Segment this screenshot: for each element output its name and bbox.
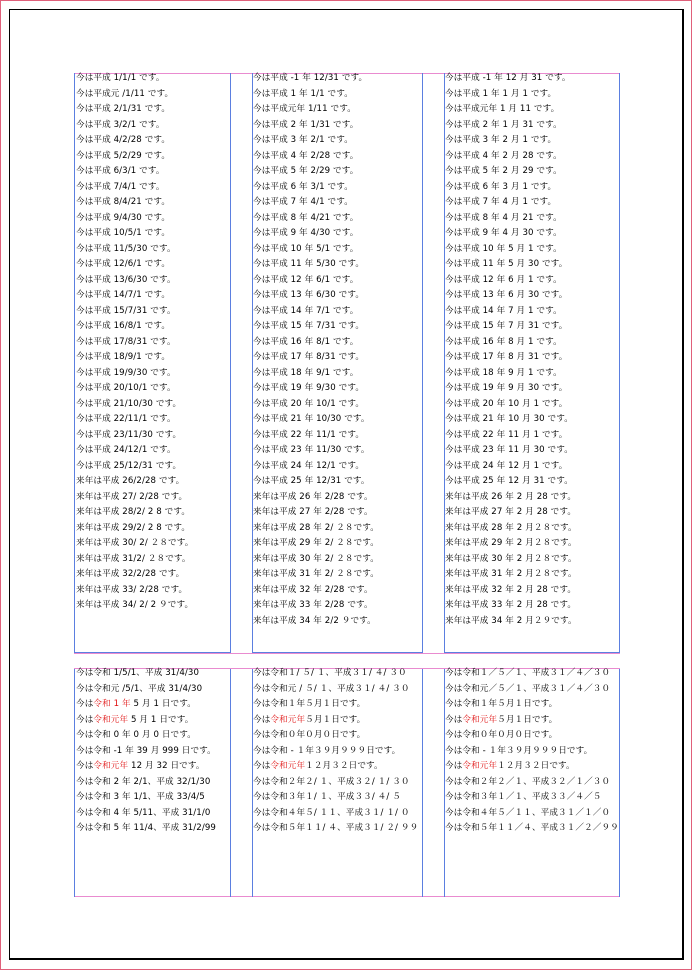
text-line: 今は平成 17 年 8/31 です。 [253,352,365,362]
text-line: 今は平成 4 年 2/28 です。 [253,150,359,161]
text-line: 今は平成 13/6/30 です。 [76,274,176,285]
text-line: 今は平成 3 年 2/1 です。 [253,135,353,145]
text-line [76,821,216,837]
text-line: 来年は平成 28 年 2 月２８です。 [445,522,577,533]
line-list [445,71,577,629]
text-line: 今は平成 17 年 8 月 31 です。 [445,352,568,362]
line-text: 今は令和 1/5/1、平成 31/4/30 [76,668,200,678]
line-text: 5 月 1 日です。 [128,714,194,725]
line-text: 今は令和２年２／１、平成３２／１／３０ [445,776,611,787]
text-line: 今は平成 18/9/1 です。 [76,352,171,362]
text-line: 今は平成 19/9/30 です。 [76,367,176,378]
highlight-text: 令和元年 [462,714,498,725]
text-line: 今は平成 9 年 4 月 30 です。 [445,228,562,238]
text-line: 今は平成 15 年 7/31 です。 [253,321,365,331]
line-text: 今は令和１／５／１、平成３１／４／３０ [445,668,611,678]
text-line [445,759,619,775]
line-text: 今は令和１年５月１日です。 [253,699,366,709]
text-line: 今は平成 19 年 9/30 です。 [253,383,365,393]
text-line [76,790,216,806]
text-line: 来年は平成 33/ 2/28 です。 [76,584,188,595]
text-line [445,728,619,744]
text-line: 今は平成 23 年 11 月 30 です。 [445,445,573,455]
text-line [253,821,418,837]
text-column-bottom-3 [444,669,620,897]
text-line [76,728,216,744]
text-line: 今は平成 8 年 4 月 21 です。 [445,212,562,223]
text-line: 今は平成 9 年 4/30 です。 [253,228,359,238]
text-line: 今は平成 25 年 12 月 31 です。 [445,476,573,486]
text-line: 今は平成 16/8/1 です。 [76,321,171,331]
line-text: 今は令和４年５／１１、平成３１／１／０ [445,807,611,818]
text-line: 今は平成 21 年 10 月 30 です。 [445,414,573,424]
text-line: 今は平成 6 年 3/1 です。 [253,181,353,192]
text-line: 今は平成 7 年 4 月 1 です。 [445,197,557,207]
text-line: 今は平成 6/3/1 です。 [76,166,165,176]
text-line [445,775,619,791]
text-line: 今は平成 20 年 10 月 1 です。 [445,398,568,409]
text-line: 今は平成 13 年 6/30 です。 [253,290,365,300]
text-line: 来年は平成 26 年 2 月 28 です。 [445,491,577,502]
text-line: 今は平成 -1 年 12/31 です。 [253,73,368,83]
text-line: 来年は平成 29/2/ 2 8 です。 [76,522,191,533]
highlight-text: 令和元年 [93,761,129,771]
text-line: 今は平成 14/7/1 です。 [76,290,171,300]
text-line: 今は平成元年 1 月 11 です。 [445,104,560,114]
text-line: 今は平成 23/11/30 です。 [76,429,182,440]
text-line: 今は平成 5 年 2/29 です。 [253,166,359,176]
text-line: 来年は平成 34/ 2/ 2 ９です。 [76,600,194,610]
text-line: 今は平成 7/4/1 です。 [76,181,165,192]
line-text: 今は令和３年１／１、平成３３／４／５ [445,792,602,802]
text-line: 今は平成 5 年 2 月 29 です。 [445,166,562,176]
text-line: 今は平成 8/4/21 です。 [76,197,171,207]
text-line: 今は平成 22/11/1 です。 [76,414,176,424]
text-line [76,759,216,775]
text-line: 今は平成 2 年 1 月 31 です。 [445,119,562,130]
text-line: 今は平成 21 年 10/30 です。 [253,414,370,424]
text-line: 今は平成 12/6/1 です。 [76,259,171,269]
text-line: 今は平成 15 年 7 月 31 です。 [445,321,568,331]
text-line: 来年は平成 27 年 2/28 です。 [253,507,373,517]
text-column-bottom-2 [252,669,423,897]
line-list [76,666,216,837]
line-text: 今は令和元／５／１、平成３１／４／３０ [445,683,611,694]
text-line: 来年は平成 32 年 2/28 です。 [253,584,373,595]
text-line: 来年は平成 31/2/ ２８です。 [76,553,191,564]
text-line: 今は平成 21/10/30 です。 [76,398,182,409]
text-line: 今は平成 2 年 1/31 です。 [253,119,359,130]
text-line [445,713,619,729]
line-text: 今は [253,714,271,725]
line-list [253,666,418,837]
text-line: 今は平成 15/7/31 です。 [76,305,176,316]
text-line: 来年は平成 34 年 2 月２９です。 [445,615,577,626]
text-line: 今は平成 -1 年 12 月 31 です。 [445,73,571,83]
line-text: 今は令和 5 年 11/4、平成 31/2/99 [76,823,216,833]
text-line [445,806,619,822]
text-line: 今は平成元 /1/11 です。 [76,88,174,99]
text-line: 来年は平成 29 年 2 月２８です。 [445,538,577,548]
text-line [445,666,619,682]
line-text: 今は令和 3 年 1/1、平成 33/4/5 [76,792,205,802]
text-line: 今は平成 12 年 6 月 1 です。 [445,274,562,285]
highlight-text: 令和元年 [93,714,129,725]
text-line [445,821,619,837]
highlight-text: 令和元年 [462,761,498,771]
line-text: 今は [76,699,94,709]
text-column-top-3 [444,73,620,653]
text-line [445,744,619,760]
text-line: 今は平成 13 年 6 月 30 です。 [445,290,568,300]
text-line [253,775,418,791]
text-line: 来年は平成 30/ 2/ ２８です。 [76,538,194,548]
line-text: 今は令和 - １年３９月９９９日です。 [253,745,401,756]
text-line [76,713,216,729]
line-text: 今は令和１年５月１日です。 [445,699,558,709]
text-line: 今は平成 10 年 5/1 です。 [253,243,359,254]
text-line [253,682,418,698]
text-line: 今は平成 23 年 11/30 です。 [253,445,370,455]
line-text: 今は令和 4 年 5/11、平成 31/1/0 [76,807,211,818]
text-line [253,744,418,760]
text-line: 来年は平成 28 年 2/ ２８です。 [253,522,379,533]
text-line: 来年は平成 34 年 2/2 ９です。 [253,615,376,626]
highlight-text: 令和元年 [270,714,306,725]
text-line [76,775,216,791]
text-line: 今は平成 11 年 5/30 です。 [253,259,365,269]
text-line [253,713,418,729]
line-text: 今は令和４年５/ １１、平成３１/ １/ ０ [253,807,410,818]
text-line: 今は平成 18 年 9 月 1 です。 [445,367,562,378]
text-line: 今は平成 2/1/31 です。 [76,104,171,114]
text-line: 今は平成 1/1/1 です。 [76,73,165,83]
line-text: 今は令和 - １年３９月９９９日です。 [445,745,593,756]
text-line: 今は平成 25 年 12/31 です。 [253,476,370,486]
text-line: 来年は平成 26 年 2/28 です。 [253,491,373,502]
text-line: 今は平成 4/2/28 です。 [76,135,171,145]
text-line [445,682,619,698]
text-line [253,666,418,682]
text-line: 今は平成 22 年 11/1 です。 [253,429,365,440]
text-column-bottom-1 [74,669,231,897]
text-line: 来年は平成 32 年 2 月 28 です。 [445,584,577,595]
text-line: 来年は平成 29 年 2/ ２８です。 [253,538,379,548]
line-text: 今は令和元 /5/1、平成 31/4/30 [76,683,203,694]
text-column-top-2 [252,73,423,653]
line-text: 今は令和２年２/ １、平成３２/ １/ ３０ [253,776,410,787]
text-line: 今は平成 20/10/1 です。 [76,383,176,393]
line-text: 5 月 1 日です。 [130,699,196,709]
text-line: 来年は平成 26/2/28 です。 [76,476,185,486]
text-line: 今は平成 22 年 11 月 1 です。 [445,429,568,440]
line-text: 今は令和 -1 年 39 月 999 日です。 [76,745,216,756]
text-line: 今は平成 17/8/31 です。 [76,336,176,347]
text-line: 今は平成 14 年 7/1 です。 [253,305,359,316]
line-text: 今は [445,714,463,725]
line-text: 今は [76,761,94,771]
text-line: 来年は平成 32/2/28 です。 [76,569,185,579]
text-line [76,697,216,713]
text-line [76,806,216,822]
text-line: 今は平成 3 年 2 月 1 です。 [445,135,557,145]
text-line: 今は平成 4 年 2 月 28 です。 [445,150,562,161]
text-line [76,744,216,760]
text-line [76,682,216,698]
line-text: １２月３２日です。 [305,761,383,771]
text-line [253,759,418,775]
highlight-text: 令和 1 年 [93,699,131,709]
text-line: 今は平成 24 年 12 月 1 です。 [445,460,568,471]
text-line [253,790,418,806]
text-line: 今は平成 25/12/31 です。 [76,460,182,471]
text-line: 今は平成 24/12/1 です。 [76,445,176,455]
text-line: 来年は平成 28/2/ 2 8 です。 [76,507,191,517]
text-line: 来年は平成 30 年 2/ ２８です。 [253,553,379,564]
text-line: 今は平成 24 年 12/1 です。 [253,460,365,471]
text-line [253,697,418,713]
text-line: 来年は平成 33 年 2 月 28 です。 [445,600,577,610]
text-line: 今は平成 10 年 5 月 1 です。 [445,243,562,254]
text-line: 今は平成 9/4/30 です。 [76,212,171,223]
text-line: 今は平成 8 年 4/21 です。 [253,212,359,223]
line-list [76,71,193,614]
line-text: 12 月 32 日です。 [128,761,205,771]
text-line: 今は平成 7 年 4/1 です。 [253,197,353,207]
text-line: 来年は平成 31 年 2 月２８です。 [445,569,577,579]
text-line: 今は平成 1 年 1/1 です。 [253,88,353,99]
text-line [76,666,216,682]
text-line: 今は平成 11/5/30 です。 [76,243,176,254]
line-text: 今は令和 0 年 0 月 0 日です。 [76,730,196,740]
text-line: 今は平成 16 年 8 月 1 です。 [445,336,562,347]
text-line: 今は平成 16 年 8/1 です。 [253,336,359,347]
line-text: 今は [76,714,94,725]
text-line: 今は平成 11 年 5 月 30 です。 [445,259,568,269]
line-text: 今は [445,761,463,771]
text-line [253,728,418,744]
line-text: 今は令和元 / ５/ １、平成３１/ ４/ ３０ [253,683,410,694]
text-line: 今は平成 6 年 3 月 1 です。 [445,181,557,192]
line-text: 今は令和３年１/ １、平成３３/ ４/ ５ [253,792,401,802]
text-line: 来年は平成 27 年 2 月 28 です。 [445,507,577,517]
line-text: 今は令和０年０月０日です。 [253,730,366,740]
line-text: 今は令和 2 年 2/1、平成 32/1/30 [76,776,211,787]
text-line: 今は平成 3/2/1 です。 [76,119,165,130]
text-line: 来年は平成 30 年 2 月２８です。 [445,553,577,564]
text-line: 今は平成 5/2/29 です。 [76,150,171,161]
text-line: 今は平成 14 年 7 月 1 です。 [445,305,562,316]
text-line [445,697,619,713]
text-line: 今は平成 12 年 6/1 です。 [253,274,359,285]
text-line: 来年は平成 27/ 2/28 です。 [76,491,188,502]
text-line [253,806,418,822]
line-text: 今は令和５年１１/ ４、平成３１/ ２/ ９９ [253,823,419,833]
line-text: １２月３２日です。 [497,761,575,771]
line-text: ５月１日です。 [497,714,558,725]
text-line: 今は平成 20 年 10/1 です。 [253,398,365,409]
text-line: 来年は平成 33 年 2/28 です。 [253,600,373,610]
line-text: 今は令和５年１１／４、平成３１／２／９９ [445,823,619,833]
line-text: 今は令和０年０月０日です。 [445,730,558,740]
line-text: 今は [253,761,271,771]
text-line: 今は平成 18 年 9/1 です。 [253,367,359,378]
text-line [445,790,619,806]
text-line: 今は平成 19 年 9 月 30 です。 [445,383,568,393]
line-list [445,666,619,837]
text-line: 来年は平成 31 年 2/ ２８です。 [253,569,379,579]
line-text: ５月１日です。 [305,714,366,725]
text-line: 今は平成 10/5/1 です。 [76,228,171,238]
line-text: 今は令和１/ ５/ １、平成３１/ ４/ ３０ [253,668,407,678]
text-line: 今は平成 1 年 1 月 1 です。 [445,88,557,99]
highlight-text: 令和元年 [270,761,306,771]
text-column-top-1 [74,73,231,653]
text-line: 今は平成元年 1/11 です。 [253,104,356,114]
line-list [253,71,379,629]
